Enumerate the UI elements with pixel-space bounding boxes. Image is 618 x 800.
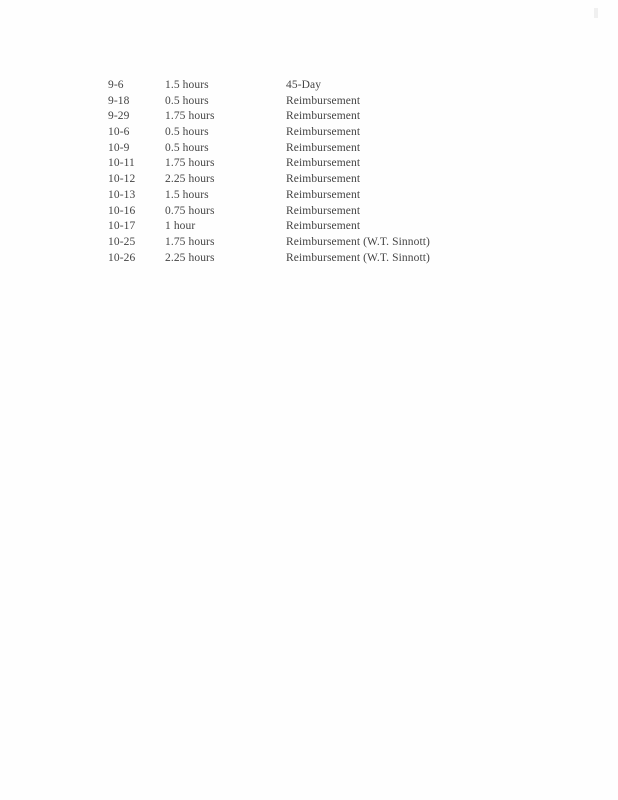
entry-date: 10-9 xyxy=(108,141,130,154)
entry-duration: 1.75 hours xyxy=(165,235,215,248)
entry-duration: 0.5 hours xyxy=(165,141,209,154)
entry-date: 10-6 xyxy=(108,126,130,139)
table-row xyxy=(108,219,468,235)
entry-duration: 1.75 hours xyxy=(165,110,215,123)
table-row xyxy=(108,94,468,110)
entry-purpose: Reimbursement xyxy=(286,188,361,201)
table-row xyxy=(108,125,468,141)
table-row xyxy=(108,172,468,188)
entry-purpose: Reimbursement xyxy=(286,141,361,154)
entry-date: 10-25 xyxy=(108,235,136,248)
entry-duration: 2.25 hours xyxy=(165,251,215,264)
entry-purpose: Reimbursement xyxy=(286,157,361,170)
entry-duration: 0.5 hours xyxy=(165,126,209,139)
entry-date: 10-13 xyxy=(108,188,136,201)
table-row xyxy=(108,141,468,157)
entry-purpose: Reimbursement xyxy=(286,173,361,186)
table-row xyxy=(108,156,468,172)
time-log-table xyxy=(108,78,468,266)
table-row xyxy=(108,251,468,267)
entry-purpose: Reimbursement xyxy=(286,220,361,233)
entry-purpose: Reimbursement (W.T. Sinnott) xyxy=(286,251,430,264)
entry-purpose: Reimbursement (W.T. Sinnott) xyxy=(286,235,430,248)
table-row xyxy=(108,109,468,125)
table-row xyxy=(108,78,468,94)
entry-duration: 0.5 hours xyxy=(165,94,209,107)
entry-duration: 1.5 hours xyxy=(165,79,209,91)
entry-duration: 0.75 hours xyxy=(165,204,215,217)
entry-date: 10-26 xyxy=(108,251,136,264)
entry-duration: 1.75 hours xyxy=(165,157,215,170)
entry-date: 10-16 xyxy=(108,204,136,217)
scan-mark xyxy=(594,8,598,18)
entry-duration: 1.5 hours xyxy=(165,188,209,201)
entry-purpose: Reimbursement xyxy=(286,126,361,139)
entry-date: 9-6 xyxy=(108,79,124,91)
entry-duration: 1 hour xyxy=(165,220,196,233)
entry-date: 9-29 xyxy=(108,110,130,123)
entry-duration: 2.25 hours xyxy=(165,173,215,186)
entry-purpose: 45-Day xyxy=(286,79,322,91)
entry-purpose: Reimbursement xyxy=(286,94,361,107)
entry-purpose: Reimbursement xyxy=(286,110,361,123)
entry-date: 10-11 xyxy=(108,157,135,170)
entry-date: 10-17 xyxy=(108,220,136,233)
entry-date: 9-18 xyxy=(108,94,130,107)
table-row xyxy=(108,188,468,204)
table-row xyxy=(108,235,468,251)
entry-purpose: Reimbursement xyxy=(286,204,361,217)
entry-date: 10-12 xyxy=(108,173,136,186)
table-row xyxy=(108,204,468,220)
